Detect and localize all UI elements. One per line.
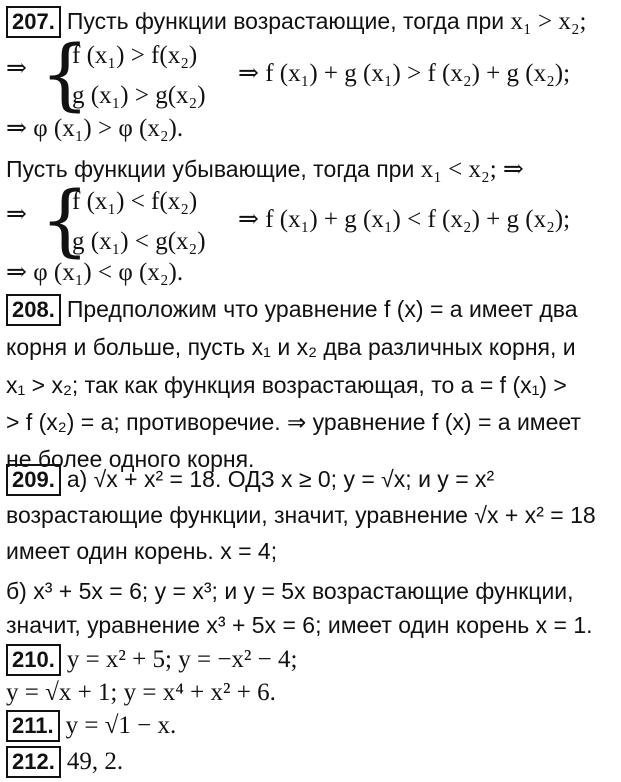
problem-207-line-4 [6,152,615,187]
system-a-result: ⇒ f (x₁) + g (x₁) > f (x₂) + g (x₂); [238,60,571,87]
math: y = √1 − x. [65,712,177,739]
problem-207-line-3: ⇒ φ (x₁) > φ (x₂). [6,115,184,142]
math: x₁ < x₂; ⇒ [420,156,524,183]
left-brace: { [40,30,90,120]
implies-symbol: ⇒ [6,55,27,82]
problem-208-line-1 [6,292,615,326]
problem-209-line-5: значит, уравнение x³ + 5x = 6; имеет один корень x = 1. [6,612,593,638]
problem-number-208: 208. [6,294,61,326]
problem-number-209: 209. [6,464,61,496]
problem-209-line-2: возрастающие функции, значит, уравнение √x + x² = 18 [6,502,596,528]
text: Предположим что уравнение f (x) = a имеет два [66,296,578,322]
problem-208-line-2: корня и больше, пусть x₁ и x₂ два различных корня, и [6,334,576,360]
problem-210-line-1 [6,642,615,677]
problem-208-line-4: > f (x₂) = a; противоречие. ⇒ уравнение f (x) = a имеет [6,409,581,435]
text: Пусть функции возрастающие, тогда при [66,8,505,34]
problem-207-line-6: ⇒ φ (x₁) < φ (x₂). [6,259,184,286]
problem-210-line-2: y = √x + 1; y = x⁴ + x² + 6. [6,679,276,706]
problem-208-line-3: x₁ > x₂; так как функция возрастающая, то a = f (x₁) > [6,372,567,398]
problem-number-212: 212. [6,746,61,778]
problem-212-line-1 [6,744,615,779]
text: а) √x + x² = 18. ОДЗ x ≥ 0; y = √x; и y = x² [66,466,495,492]
problem-208-line-5: не более одного корня. [6,446,255,472]
problem-207-line-1 [6,4,615,39]
problem-209-line-3: имеет один корень. x = 4; [6,538,278,564]
implies-symbol: ⇒ [6,201,27,228]
system-b-result: ⇒ f (x₁) + g (x₁) < f (x₂) + g (x₂); [238,206,571,233]
problem-209-line-1 [6,462,615,496]
system-b-eq-2: g (x₁) < g(x₂) [72,228,206,255]
left-brace: { [40,176,90,266]
text: Пусть функции убывающие, тогда при [6,156,415,182]
math: y = x² + 5; y = −x² − 4; [66,646,298,673]
system-b-eq-1: f (x₁) < f(x₂) [72,188,198,215]
system-a-eq-1: f (x₁) > f(x₂) [72,42,198,69]
math: x₁ > x₂; [510,8,587,35]
problem-number-211: 211. [6,710,60,742]
system-a-eq-2: g (x₁) > g(x₂) [72,82,206,109]
problem-number-207: 207. [6,6,61,38]
problem-number-210: 210. [6,644,61,676]
math: 49, 2. [66,748,124,775]
problem-209-line-4: б) x³ + 5x = 6; y = x³; и y = 5x возрастающие функции, [6,578,574,604]
problem-211-line-1 [6,708,615,743]
